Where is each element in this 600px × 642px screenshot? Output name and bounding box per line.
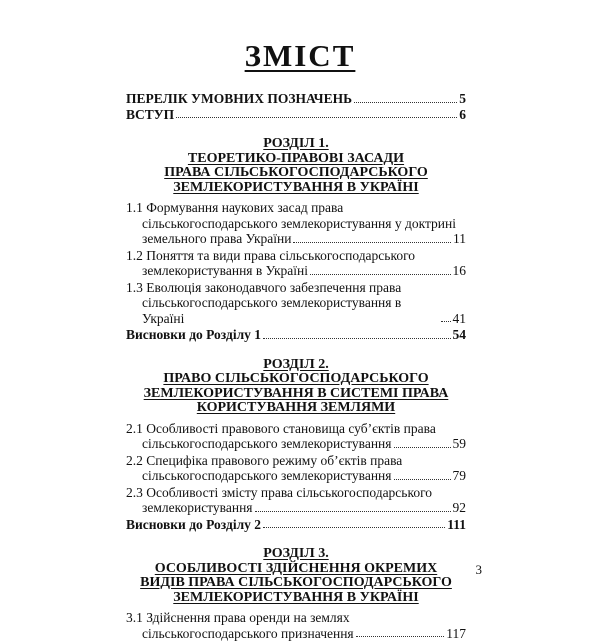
toc-item-line (126, 263, 466, 279)
page-number: 3 (475, 562, 482, 577)
dot-leader (354, 102, 457, 103)
toc-item-line: 1.1 Формування наукових засад права (126, 200, 344, 215)
toc-item-line-text: землекористування в Україні (142, 263, 309, 278)
section-heading: РОЗДІЛ 3. (263, 546, 329, 561)
section-heading: ПРАВО СІЛЬСЬКОГОСПОДАРСЬКОГО (163, 371, 429, 386)
section-heading: ПРАВА СІЛЬСЬКОГОСПОДАРСЬКОГО (164, 165, 428, 180)
section-heading: РОЗДІЛ 1. (263, 136, 329, 151)
section-heading: ОСОБЛИВОСТІ ЗДІЙСНЕННЯ ОКРЕМИХ (154, 560, 438, 576)
dot-leader (263, 527, 445, 528)
toc-item-line-text: земельного права України (142, 231, 292, 246)
dot-leader (394, 479, 451, 480)
toc-item-line-text: сільськогосподарського землекористування (142, 436, 392, 451)
section-heading: ЗЕМЛЕКОРИСТУВАННЯ В УКРАЇНІ (173, 179, 419, 195)
toc-entry (126, 107, 466, 123)
section-spacer (126, 122, 466, 137)
toc-conclusion (126, 517, 466, 533)
toc-item (126, 421, 466, 452)
toc-entry-page: 5 (459, 91, 466, 106)
toc-conclusion-page: 54 (452, 327, 466, 342)
toc-item-line: 2.3 Особливості змісту права сільськогосподарського (126, 484, 433, 500)
section-heading: ТЕОРЕТИКО-ПРАВОВІ ЗАСАДИ (187, 150, 405, 166)
toc-item-line: 1.3 Еволюція законодавчого забезпечення права (126, 279, 402, 295)
section-heading: ЗЕМЛЕКОРИСТУВАННЯ В УКРАЇНІ (173, 589, 419, 605)
toc-item-line (126, 231, 466, 247)
section-heading: РОЗДІЛ 2. (263, 356, 329, 372)
toc-item-line-page: 59 (452, 436, 466, 451)
section-spacer (126, 532, 466, 547)
toc-entry-text: ВСТУП (126, 106, 175, 122)
toc-item-line (126, 295, 466, 326)
toc-item-line: 2.1 Особливості правового становища суб’єктів права (126, 420, 436, 436)
section-spacer (126, 343, 466, 358)
toc-item-line-page: 11 (453, 231, 466, 246)
dot-leader (263, 338, 450, 339)
section-heading: ВИДІВ ПРАВА СІЛЬСЬКОГОСПОДАРСЬКОГО (140, 575, 452, 590)
toc-item (126, 453, 466, 484)
toc-item-line (126, 468, 466, 484)
toc-entry-page: 6 (459, 106, 466, 122)
toc-item-line-page: 79 (452, 468, 466, 483)
toc-item (126, 280, 466, 327)
toc-item-line (126, 436, 466, 452)
toc-item-line: сільськогосподарського землекористування у доктрині (142, 215, 457, 231)
page-title: ЗМІСТ (244, 38, 356, 73)
toc-item-line (126, 500, 466, 516)
toc-conclusion-text: Висновки до Розділу 1 (126, 327, 262, 342)
toc-item-line: 1.2 Поняття та види права сільськогосподарського (126, 247, 416, 263)
toc-item (126, 200, 466, 247)
toc-conclusion (126, 327, 466, 343)
section-heading: КОРИСТУВАННЯ ЗЕМЛЯМИ (196, 400, 396, 415)
toc-item-line-page: 16 (452, 263, 466, 278)
toc-entry (126, 91, 466, 107)
dot-leader (394, 447, 451, 448)
dot-leader (293, 242, 451, 243)
dot-leader (176, 117, 457, 118)
toc-item-line-text: сільськогосподарського призначення (142, 625, 354, 641)
toc-item (126, 485, 466, 516)
dot-leader (356, 636, 445, 637)
toc-item-line-text: сільськогосподарського землекористування в Україні (142, 295, 402, 326)
toc-item-line-page: 92 (452, 500, 466, 515)
dot-leader (255, 511, 451, 512)
toc-item-line: 2.2 Специфіка правового режиму об’єктів права (126, 452, 403, 468)
toc-item (126, 248, 466, 279)
toc-item-line: 3.1 Здійснення права оренди на землях (126, 610, 350, 625)
toc-item-line-text: землекористування (142, 500, 253, 515)
table-of-contents (126, 91, 466, 642)
toc-item-line-page: 117 (446, 625, 466, 641)
toc-item-line-text: сільськогосподарського землекористування (142, 468, 392, 483)
toc-conclusion-page: 111 (447, 516, 466, 532)
dot-leader (310, 274, 450, 275)
toc-entry-text: ПЕРЕЛІК УМОВНИХ ПОЗНАЧЕНЬ (126, 91, 352, 106)
toc-item (126, 610, 466, 641)
dot-leader (441, 321, 451, 322)
section-heading: ЗЕМЛЕКОРИСТУВАННЯ В СИСТЕМІ ПРАВА (143, 385, 449, 401)
toc-item-line (126, 626, 466, 642)
toc-item-line-page: 41 (452, 310, 466, 326)
toc-conclusion-text: Висновки до Розділу 2 (126, 516, 262, 532)
